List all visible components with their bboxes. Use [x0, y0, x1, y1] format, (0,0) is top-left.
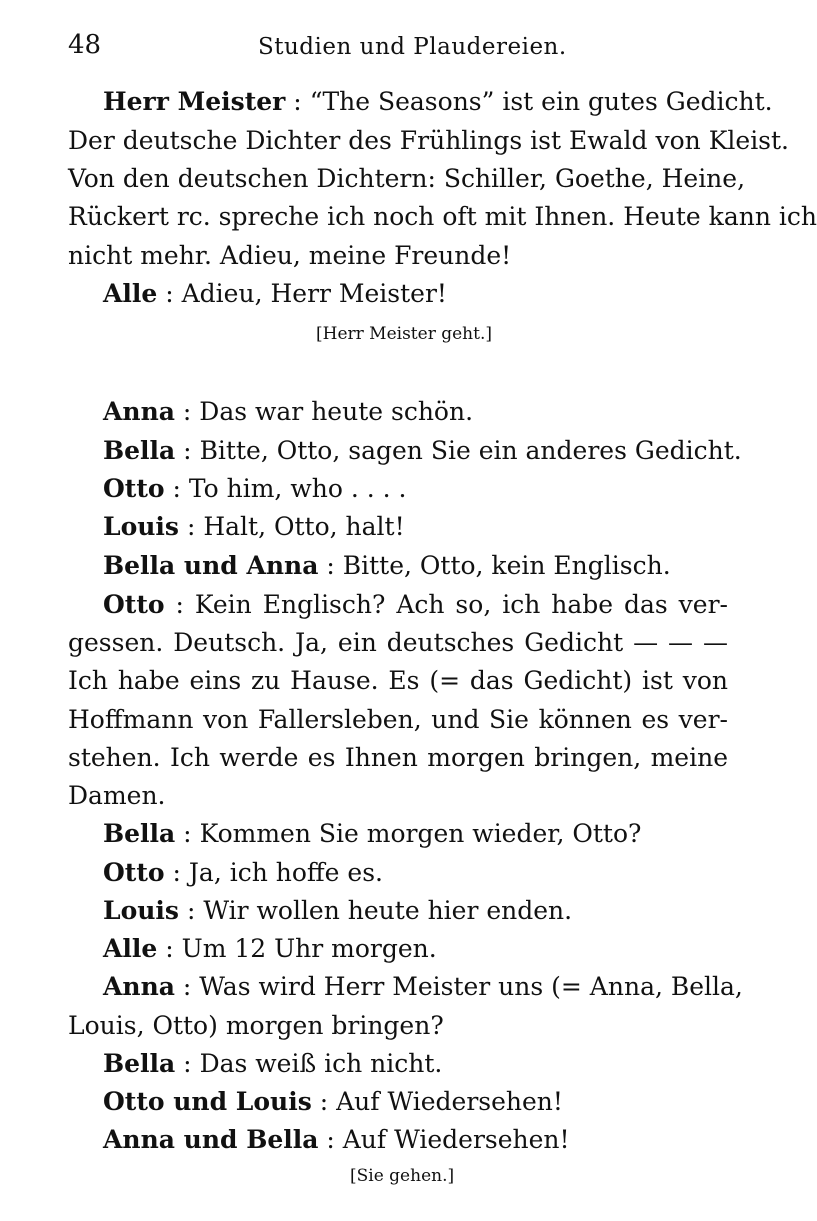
speaker-separator: : [174, 397, 200, 426]
speaker-name: Alle [103, 934, 158, 963]
speaker-name: Louis [103, 896, 180, 925]
speaker-name: Louis [103, 512, 180, 541]
text-line: Louis, Otto) morgen bringen? [68, 1011, 444, 1040]
speaker-name: Bella [103, 436, 176, 465]
line-text: Um 12 Uhr morgen. [181, 934, 437, 963]
dialogue-line [103, 816, 728, 852]
dialogue-line [103, 893, 728, 929]
speaker-separator: : [311, 1087, 337, 1116]
line-text: To him, who . . . . [188, 474, 407, 503]
speaker-name: Bella [103, 1049, 176, 1078]
speaker-separator: : [318, 1125, 343, 1154]
text-line: nicht mehr. Adieu, meine Freunde! [68, 241, 512, 270]
speaker-separator: : [157, 934, 182, 963]
speaker-name: Bella und Anna [103, 551, 319, 580]
dialogue-line [103, 509, 728, 545]
text-line: gessen. Deutsch. Ja, ein deutsches Gedicht — — — [68, 628, 728, 657]
line-text: Auf Wiedersehen! [336, 1087, 563, 1116]
dialogue-line [103, 1122, 728, 1158]
page-header [68, 30, 728, 70]
line-text: Das weiß ich nicht. [199, 1049, 443, 1078]
dialogue-line [103, 855, 728, 891]
dialogue-line [103, 969, 743, 1005]
dialogue-line [103, 394, 728, 430]
speaker-name: Anna und Bella [103, 1125, 319, 1154]
speaker-separator: : [318, 551, 343, 580]
speaker-separator: : [179, 512, 204, 541]
speaker-name: Otto [103, 858, 165, 887]
page-number: 48 [68, 30, 102, 60]
dialogue-line [103, 587, 728, 623]
speaker-name: Otto und Louis [103, 1087, 312, 1116]
line-text: Bitte, Otto, sagen Sie ein anderes Gedicht. [199, 436, 742, 465]
speaker-name: Anna [103, 972, 175, 1001]
speaker-separator: : [175, 819, 200, 848]
line-text: Ja, ich hoffe es. [188, 858, 383, 887]
dialogue-line [103, 276, 728, 312]
dialogue-line [103, 931, 728, 967]
dialogue-line [103, 84, 773, 120]
text-line: stehen. Ich werde es Ihnen morgen bringen, meine [68, 743, 728, 772]
line-text: Auf Wiedersehen! [342, 1125, 570, 1154]
stage-direction: [Herr Meister geht.] [316, 324, 492, 344]
speaker-separator: : [285, 87, 310, 116]
dialogue-line [103, 471, 728, 507]
text-line: Damen. [68, 781, 166, 810]
speaker-separator: : [164, 590, 195, 619]
text-line: Hoffmann von Fallersleben, und Sie können es ver- [68, 705, 728, 734]
line-text: Was wird Herr Meister uns (= Anna, Bella, [199, 972, 743, 1001]
stage-direction: [Sie gehen.] [350, 1166, 455, 1186]
speaker-separator: : [164, 858, 189, 887]
text-line: Rückert rc. spreche ich noch oft mit Ihnen. Heute kann ich [68, 202, 817, 231]
dialogue-line [103, 1084, 728, 1120]
text-line: Der deutsche Dichter des Frühlings ist Ewald von Kleist. [68, 126, 790, 155]
running-title: Studien und Plaudereien. [258, 34, 567, 60]
dialogue-line [103, 548, 728, 584]
line-text: Kein Englisch? Ach so, ich habe das ver- [194, 590, 728, 619]
speaker-name: Otto [103, 474, 165, 503]
speaker-name: Alle [103, 279, 158, 308]
line-text: Wir wollen heute hier enden. [203, 896, 573, 925]
speaker-separator: : [164, 474, 189, 503]
speaker-name: Herr Meister [103, 87, 286, 116]
line-text: Kommen Sie morgen wieder, Otto? [199, 819, 642, 848]
speaker-name: Otto [103, 590, 165, 619]
text-line: Ich habe eins zu Hause. Es (= das Gedicht) ist von [68, 666, 728, 695]
dialogue-line [103, 1046, 728, 1082]
speaker-name: Anna [103, 397, 175, 426]
text-line: Von den deutschen Dichtern: Schiller, Goethe, Heine, [68, 164, 746, 193]
dialogue-line [103, 433, 742, 469]
speaker-name: Bella [103, 819, 176, 848]
line-text: Halt, Otto, halt! [203, 512, 405, 541]
speaker-separator: : [175, 436, 200, 465]
line-text: Das war heute schön. [199, 397, 474, 426]
speaker-separator: : [179, 896, 204, 925]
line-text: Adieu, Herr Meister! [181, 279, 447, 308]
speaker-separator: : [175, 1049, 200, 1078]
line-text: Bitte, Otto, kein Englisch. [342, 551, 671, 580]
line-text: “The Seasons” ist ein gutes Gedicht. [309, 87, 773, 116]
speaker-separator: : [157, 279, 182, 308]
speaker-separator: : [174, 972, 200, 1001]
